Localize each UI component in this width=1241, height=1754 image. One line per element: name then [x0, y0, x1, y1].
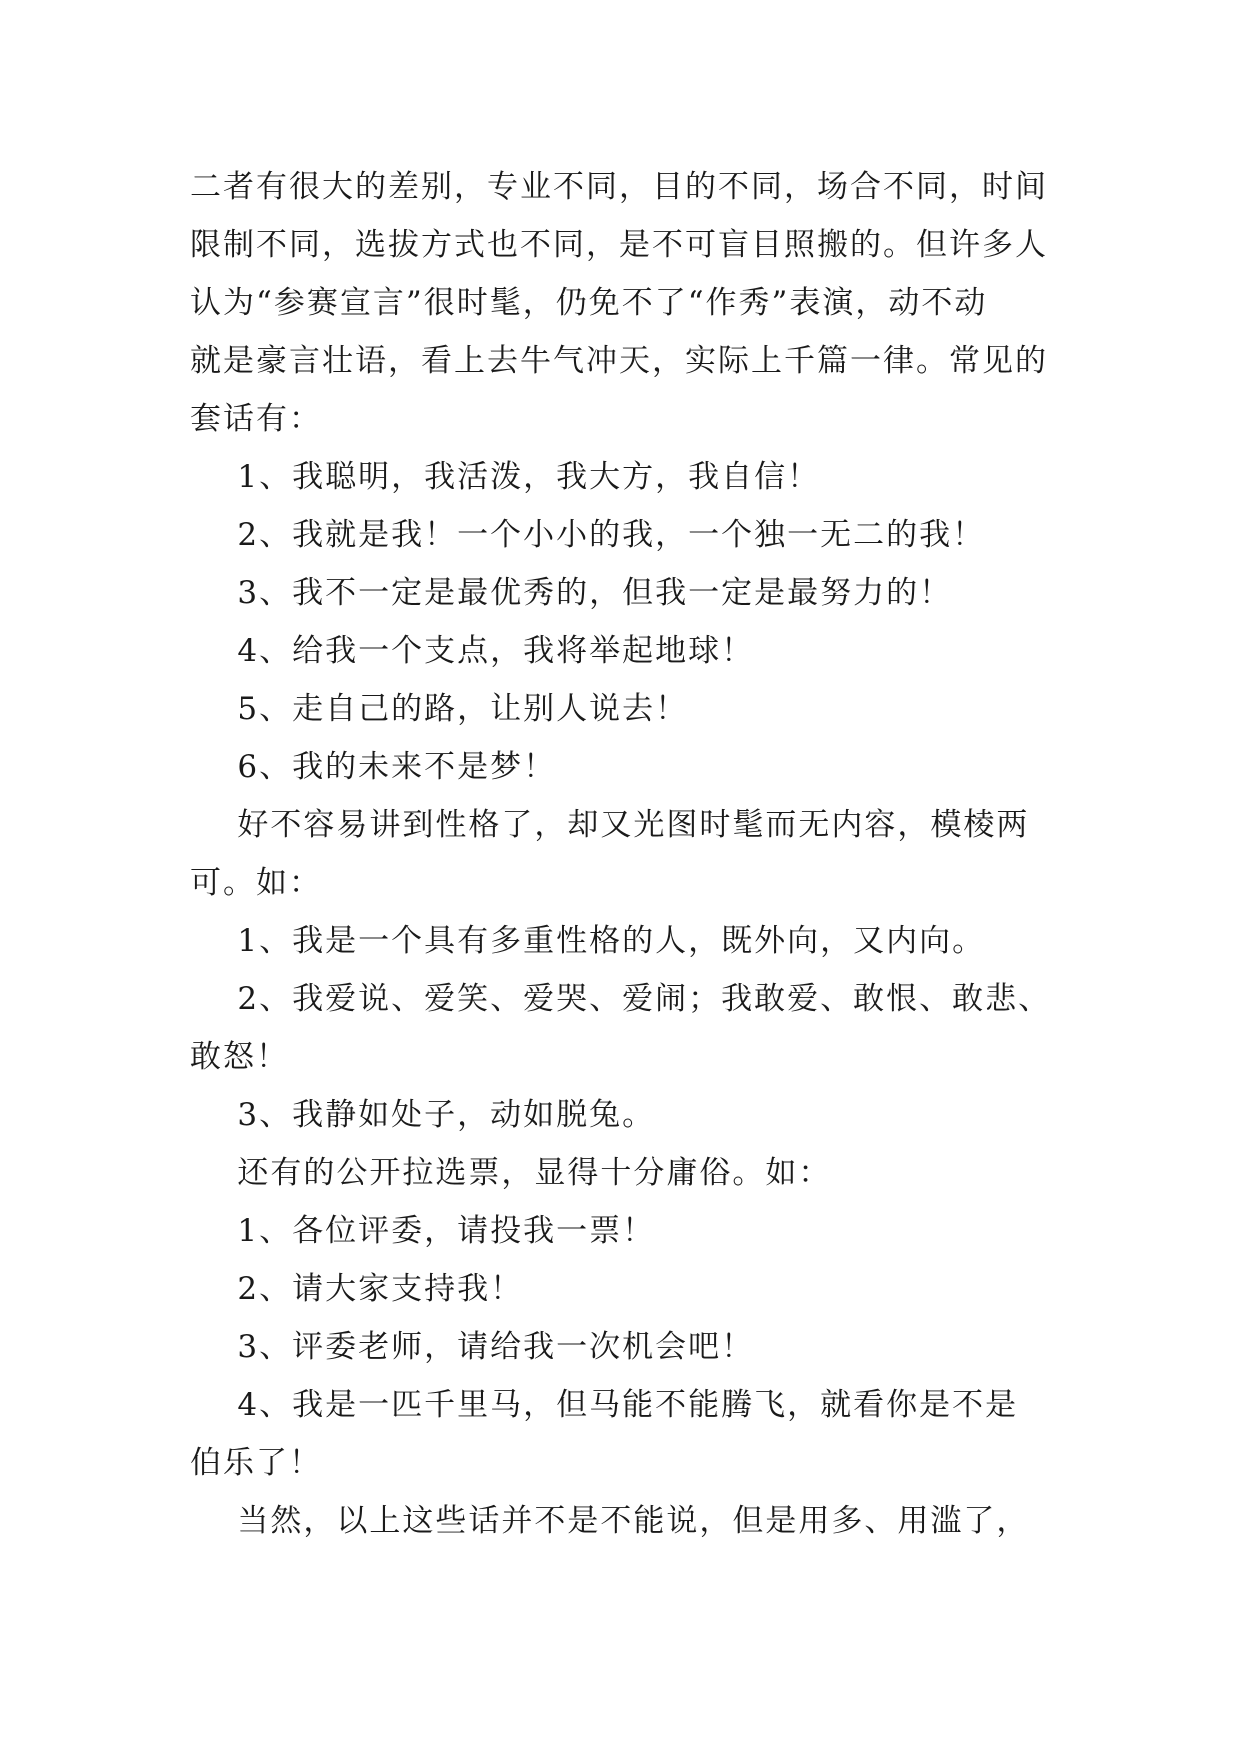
list-item: 1、各位评委，请投我一票！: [190, 1213, 656, 1249]
list-item: 2、我就是我！一个小小的我，一个独一无二的我！: [190, 517, 986, 553]
text-line: 认为“参赛宣言”很时髦，仍免不了“作秀”表演，动不动: [190, 285, 988, 321]
text-line: 敢怒！: [190, 1039, 289, 1075]
text-line: 就是豪言壮语，看上去牛气冲天，实际上千篇一律。常见的: [190, 343, 1048, 379]
text-line: 好不容易讲到性格了，却又光图时髦而无内容，模棱两: [190, 807, 1030, 843]
text-line: 还有的公开拉选票，显得十分庸俗。如：: [190, 1155, 832, 1191]
body-text: [190, 158, 1070, 1550]
list-item: 2、我爱说、爱笑、爱哭、爱闹；我敢爱、敢恨、敢悲、: [190, 981, 1052, 1017]
text-line: 当然，以上这些话并不是不能说，但是用多、用滥了，: [190, 1503, 1030, 1539]
list-item: 3、我不一定是最优秀的，但我一定是最努力的！: [190, 575, 953, 611]
list-item: 3、评委老师，请给我一次机会吧！: [190, 1329, 755, 1365]
text-line: 限制不同，选拔方式也不同，是不可盲目照搬的。但许多人: [190, 227, 1048, 263]
list-item: 4、给我一个支点，我将举起地球！: [190, 633, 755, 669]
text-line: 二者有很大的差别，专业不同，目的不同，场合不同，时间: [190, 169, 1048, 205]
text-line: 伯乐了！: [190, 1445, 322, 1481]
list-item: 5、走自己的路，让别人说去！: [190, 691, 689, 727]
text-line: 可。如：: [190, 865, 322, 901]
list-item: 2、请大家支持我！: [190, 1271, 524, 1307]
list-item: 3、我静如处子，动如脱兔。: [190, 1097, 656, 1133]
list-item: 4、我是一匹千里马，但马能不能腾飞，就看你是不是: [190, 1387, 1019, 1423]
list-item: 6、我的未来不是梦！: [190, 749, 557, 785]
list-item: 1、我聪明，我活泼，我大方，我自信！: [190, 459, 821, 495]
list-item: 1、我是一个具有多重性格的人，既外向，又内向。: [190, 923, 986, 959]
text-line: 套话有：: [190, 401, 322, 437]
